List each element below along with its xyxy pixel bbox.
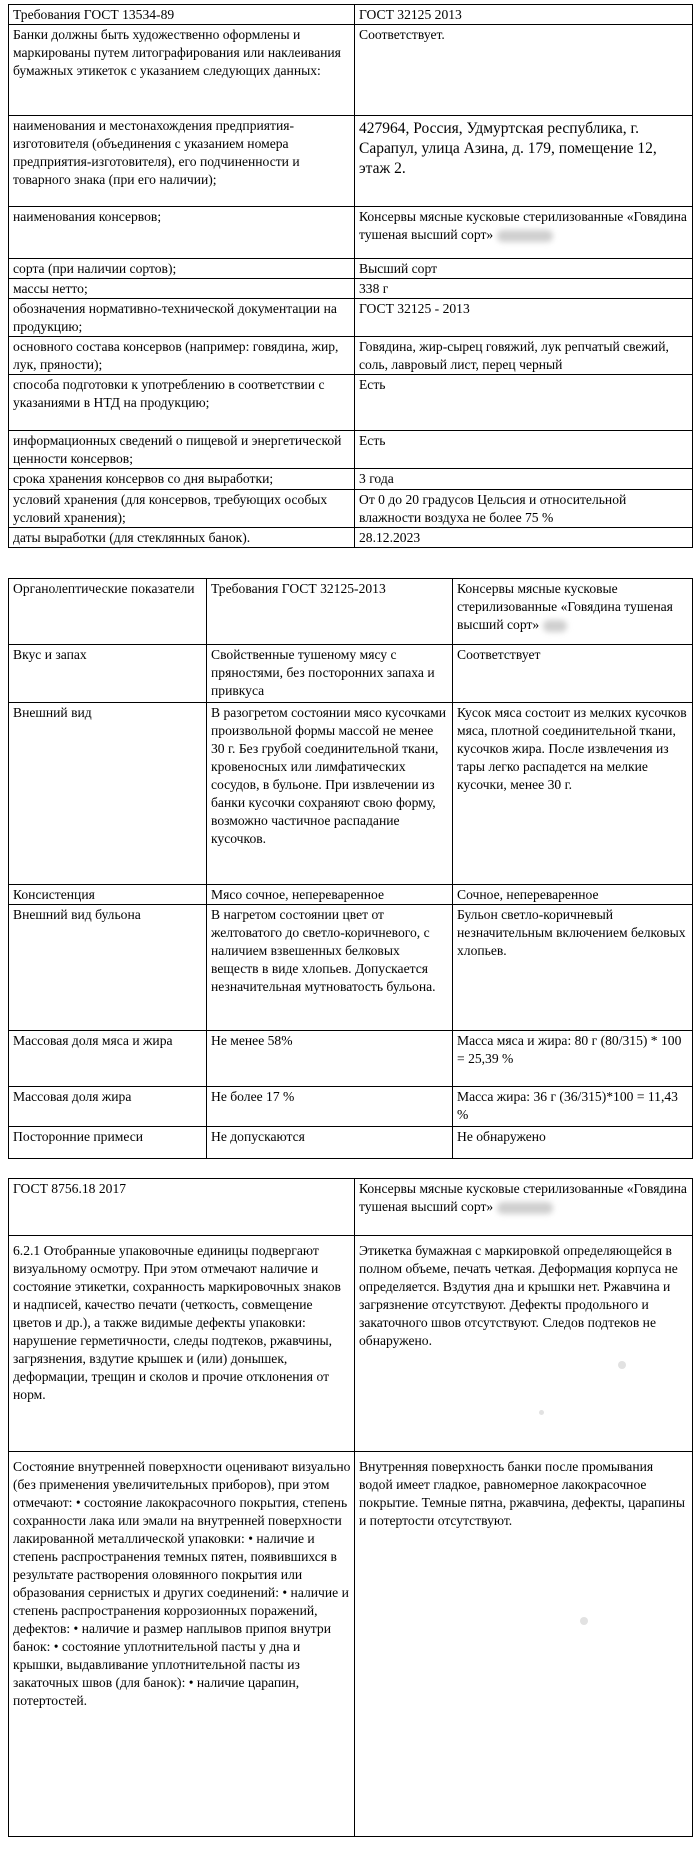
table-row (9, 579, 693, 645)
table-row (9, 337, 693, 375)
value-cell (355, 116, 693, 207)
table-row (9, 116, 693, 207)
table-row (9, 703, 693, 885)
table-row (9, 25, 693, 116)
method-cell (9, 1452, 355, 1837)
table-row (9, 431, 693, 469)
table-row (9, 279, 693, 299)
table-row (9, 5, 693, 25)
result-cell: Не обнаружено (453, 1127, 693, 1159)
value-cell: Есть (355, 375, 693, 431)
table-row (9, 885, 693, 905)
requirement-cell: способа подготовки к употреблению в соответствии с указаниями в НТД на продукцию; (9, 375, 355, 431)
requirement-cell: информационных сведений о пищевой и энергетической ценности консервов; (9, 431, 355, 469)
value-cell: От 0 до 20 градусов Цельсия и относительной влажности воздуха не более 75 % (355, 490, 693, 528)
requirement-cell: Мясо сочное, непереваренное (207, 885, 453, 905)
result-cell: Бульон светло-коричневый незначительным включением белковых хлопьев. (453, 905, 693, 1031)
result-cell: Сочное, непереваренное (453, 885, 693, 905)
table-row (9, 1087, 693, 1127)
table-row (9, 1127, 693, 1159)
requirement-cell: В разогретом состоянии мясо кусочками произвольной формы массой не менее 30 г. Без грубой соединительной ткани, кровеносных или лимфатических сосудов, в бульоне. При извлечении из банки кусочки сохраняют свою форму, возможно частичное распадание кусочков. (207, 703, 453, 885)
indicator-cell: Массовая доля жира (9, 1087, 207, 1127)
value-cell: 338 г (355, 279, 693, 299)
inspection-method-text: Состояние внутренней поверхности оценивают визуально (без применения увеличительных приборов), при этом отмечают: • состояние лакокрасочного покрытия, степень сохранности лака или эмали на внутренней поверхности лакированной металлической упаковки: • наличие и степень распространения темных пятен, появившихся в результате растворения оловянного покрытия или образования сернистых и других соединений: • наличие и степень распространения коррозионных поражений, дефектов: • наличие и размер наплывов припоя внутри банок: • состояние уплотнительной пасты у дна и крышки, выдавливание уплотнительной пасты из закаточных швов (для банок): • наличие царапин, потертостей. (13, 1459, 351, 1708)
requirement-cell: Свойственные тушеному мясу с пряностями, без посторонних запаха и привкуса (207, 645, 453, 703)
result-cell (355, 1236, 693, 1452)
requirement-cell: срока хранения консервов со дня выработки; (9, 469, 355, 490)
inspection-result-text: Внутренняя поверхность банки после промывания водой имеет гладкое, равномерное лакокрасочное покрытие. Темные пятна, ржавчина, дефекты, царапины и потертости отсутствуют. (359, 1459, 685, 1528)
redacted-mark (497, 230, 553, 242)
indicator-cell: Внешний вид (9, 703, 207, 885)
header-cell: Требования ГОСТ 13534-89 (9, 5, 355, 25)
requirement-cell: основного состава консервов (например: говядина, жир, лук, пряности); (9, 337, 355, 375)
requirement-cell: Не более 17 % (207, 1087, 453, 1127)
table-row (9, 469, 693, 490)
table-row (9, 375, 693, 431)
requirement-cell: Не менее 58% (207, 1031, 453, 1087)
value-cell: Высший сорт (355, 259, 693, 279)
requirement-cell: массы нетто; (9, 279, 355, 299)
header-cell (355, 1179, 693, 1236)
inspection-method-text: 6.2.1 Отобранные упаковочные единицы подвергают визуальному осмотру. При этом отмечают наличие и состояние этикетки, сохранность маркировочных знаков и надписей, качество печати (четкость, совмещение цветов и др.), а также видимые дефекты упаковки: нарушение герметичности, следы подтеков, ржавчины, загрязнения, вздутие крышек и (или) донышек, деформации, трещин и сколов и прочие отклонения от норм. (13, 1243, 341, 1402)
result-cell (355, 1452, 693, 1837)
indicator-cell: Консистенция (9, 885, 207, 905)
value-cell (355, 207, 693, 259)
value-cell: 28.12.2023 (355, 528, 693, 548)
requirement-cell: Банки должны быть художественно оформлены и маркированы путем литографирования или наклеивания бумажных этикеток с указанием следующих данных: (9, 25, 355, 116)
value-cell: Говядина, жир-сырец говяжий, лук репчатый свежий, соль, лавровый лист, перец черный (355, 337, 693, 375)
table-row (9, 299, 693, 337)
scan-speck (580, 1617, 588, 1625)
table-row (9, 645, 693, 703)
requirement-cell: наименования консервов; (9, 207, 355, 259)
indicator-cell: Внешний вид бульона (9, 905, 207, 1031)
table-row (9, 1452, 693, 1837)
table-row (9, 528, 693, 548)
indicator-cell: Массовая доля мяса и жира (9, 1031, 207, 1087)
table-row (9, 1031, 693, 1087)
requirement-cell: Не допускаются (207, 1127, 453, 1159)
labeling-requirements-table (8, 4, 693, 548)
product-name: Консервы мясные кусковые стерилизованные «Говядина тушеная высший сорт» (359, 209, 687, 242)
product-name: Консервы мясные кусковые стерилизованные «Говядина тушеная высший сорт» (359, 1181, 687, 1214)
redacted-mark (543, 620, 567, 632)
header-cell: ГОСТ 8756.18 2017 (9, 1179, 355, 1236)
requirement-cell: обозначения нормативно-технической документации на продукцию; (9, 299, 355, 337)
organoleptic-table (8, 578, 693, 1159)
result-cell: Масса мяса и жира: 80 г (80/315) * 100 = 25,39 % (453, 1031, 693, 1087)
scan-speck (618, 1361, 626, 1369)
value-cell: 3 года (355, 469, 693, 490)
requirement-cell: наименования и местонахождения предприятия-изготовителя (объединения с указанием номера предприятия-изготовителя), его подчиненности и товарного знака (при его наличии); (9, 116, 355, 207)
table-row (9, 490, 693, 528)
scan-speck (539, 1410, 544, 1415)
indicator-cell: Посторонние примеси (9, 1127, 207, 1159)
table-row (9, 207, 693, 259)
result-cell: Кусок мяса состоит из мелких кусочков мяса, плотной соединительной ткани, кусочков жира. После извлечения из тары легко распадется на мелкие кусочки, менее 30 г. (453, 703, 693, 885)
header-cell: Органолептические показатели (9, 579, 207, 645)
requirement-cell: В нагретом состоянии цвет от желтоватого до светло-коричневого, с наличием взвешенных белковых веществ в виде хлопьев. Допускается незначительная мутноватость бульона. (207, 905, 453, 1031)
manufacturer-address: 427964, Россия, Удмуртская республика, г. Сарапул, улица Азина, д. 179, помещение 12, этаж 2. (359, 120, 657, 177)
table-row (9, 259, 693, 279)
table-row (9, 1179, 693, 1236)
method-cell (9, 1236, 355, 1452)
packaging-inspection-table (8, 1178, 693, 1837)
indicator-cell: Вкус и запах (9, 645, 207, 703)
value-cell: Соответствует. (355, 25, 693, 116)
requirement-cell: сорта (при наличии сортов); (9, 259, 355, 279)
redacted-mark (497, 1202, 553, 1214)
result-cell: Соответствует (453, 645, 693, 703)
value-cell: ГОСТ 32125 - 2013 (355, 299, 693, 337)
value-cell: Есть (355, 431, 693, 469)
requirement-cell: условий хранения (для консервов, требующих особых условий хранения); (9, 490, 355, 528)
inspection-result-text: Этикетка бумажная с маркировкой определяющейся в полном объеме, печать четкая. Деформация корпуса не определяется. Вздутия дна и крышки нет. Ржавчина и загрязнение отсутствуют. Дефекты продольного и закаточного швов отсутствуют. Следов подтеков не обнаружено. (359, 1243, 678, 1348)
table-row (9, 1236, 693, 1452)
result-cell: Масса жира: 36 г (36/315)*100 = 11,43 % (453, 1087, 693, 1127)
header-cell: Требования ГОСТ 32125-2013 (207, 579, 453, 645)
table-row (9, 905, 693, 1031)
requirement-cell: даты выработки (для стеклянных банок). (9, 528, 355, 548)
header-cell (453, 579, 693, 645)
header-cell: ГОСТ 32125 2013 (355, 5, 693, 25)
product-name: Консервы мясные кусковые стерилизованные «Говядина тушеная высший сорт» (457, 581, 673, 632)
